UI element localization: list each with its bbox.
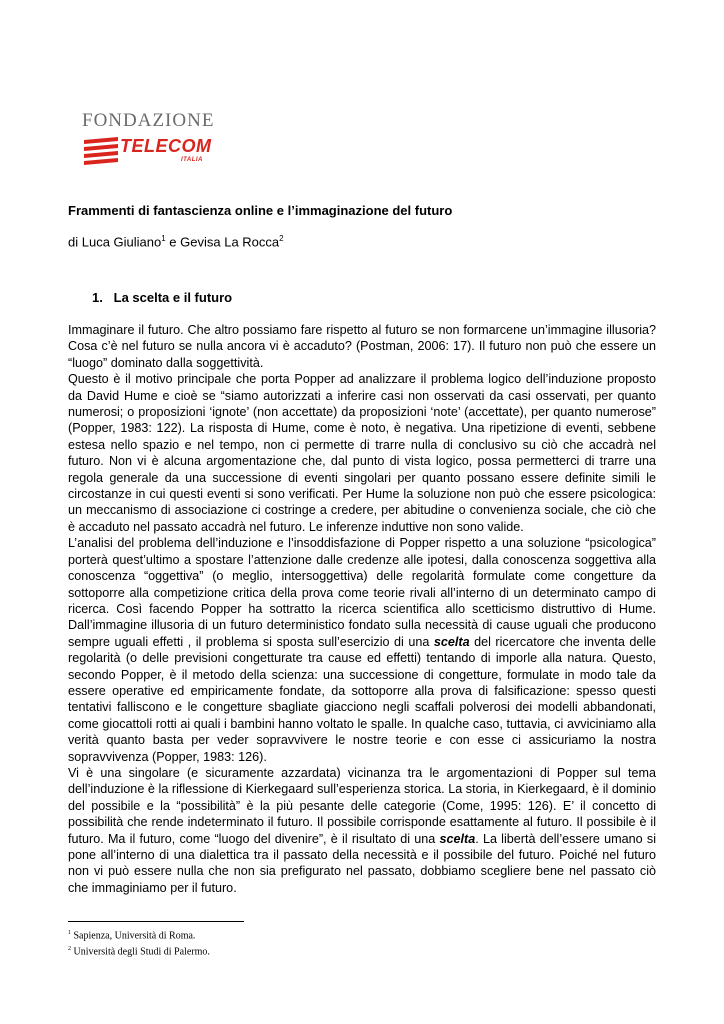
paragraph-text: Vi è una singolare (e sicuramente azzardata) vicinanza tra le argomentazioni di Popper sul tema dell’induzione è la riflessione di Kierkegaard sull’esperienza storica. La storia, in Kierkegaard, è il dominio del possibile e la “possibilità” è la più pesante delle categorie (Come, 1995: 126). E’ il concetto di possibilità che rende indeterminato il futuro. Il possibile corrisponde esattamente al futuro. Il possibile è il futuro. Ma il futuro, come “luogo del divenire”, è il risultato di una: [68, 765, 656, 846]
logo-brand: TELECOM: [120, 136, 212, 156]
footnote-text: Sapienza, Università di Roma.: [71, 930, 196, 942]
footnote-1: [68, 927, 210, 943]
footnote-ref-2[interactable]: 2: [279, 234, 284, 243]
fondazione-telecom-logo: [82, 110, 215, 168]
author-2: e Gevisa La Rocca: [165, 234, 280, 250]
footnote-ref-1[interactable]: 1: [161, 234, 166, 243]
paragraph-text: L’analisi del problema dell’induzione e l’insoddisfazione di Popper rispetto a una soluzione “psicologica” porterà quest’ultimo a spostare l’attenzione dalle credenze alle ipotesi, dalla conoscenza soggettiva alla conoscenza “oggettiva” (o meglio, intersoggettiva) delle regolarità formulate come congetture da sottoporre alla competizione critica della prova come teorie rivali all’interno di un determinato campo di ricerca. Così facendo Popper ha sottratto la ricerca scientifica allo scetticismo distruttivo di Hume. Dall’immagine illusoria di un futuro deterministico fondato sulla necessità di cause uguali che producono sempre uguali effetti , il problema si sposta sull’esercizio di una: [68, 536, 656, 649]
emphasis: scelta: [433, 634, 470, 649]
author-1: di Luca Giuliano: [68, 234, 162, 250]
paragraph: [68, 765, 656, 896]
footnote-mark: 2: [68, 945, 71, 952]
body-text: [68, 322, 656, 896]
paragraph: [68, 535, 656, 765]
paragraph: Immaginare il futuro. Che altro possiamo fare rispetto al futuro se non formarcene un’immagine illusoria? Cosa c’è nel futuro se nulla ancora vi è accaduto? (Postman, 2006: 17). Il futuro non può che essere un “luogo” dominato dalla soggettività.: [68, 323, 656, 370]
authors-line: [68, 234, 284, 249]
paragraph-text: . La libertà dell’essere umano si pone all’interno di una dialettica tra il passato della necessità e il possibile del futuro. Poiché nel futuro non vi può essere nulla che non sia prefigurato nel passato, dobbiamo scegliere bene nel passato ciò che immaginiamo per il futuro.: [68, 831, 656, 895]
footnote-divider: [68, 921, 244, 922]
footnote-text: Università degli Studi di Palermo.: [71, 946, 210, 958]
section-heading: [92, 290, 232, 305]
paragraph-text: del ricercatore che inventa delle regolarità (o delle previsioni congetturate tra cause ed effetti) tentando di imporle alla natura. Questo, secondo Popper, è il metodo della scienza: una successione di congetture, formulate in modo tale da essere operative ed empiricamente fondate, da sottoporre alla prova di falsificazione: spesso questi tentativi falliscono e le congetture sbagliate giacciono negli scaffali polverosi dei modelli abbandonati, come giocattoli rotti ai quali i bambini hanno voltato le spalle. In qualche caso, tuttavia, ci avviciniamo alla verità quanto basta per veder sopravvivere le nostre teorie e con esse ci assicuriamo la nostra sopravvivenza (Popper, 1983: 126).: [68, 634, 656, 764]
section-number: 1.: [92, 290, 103, 305]
logo-subtitle: ITALIA: [181, 157, 203, 163]
paragraph: Questo è il motivo principale che porta Popper ad analizzare il problema logico dell’induzione proposto da David Hume e cioè se “siamo autorizzati a inferire casi non osservati da casi osservati, per quanto numerosi; o proposizioni ‘ignote’ (non accettate) da proposizioni ‘note’ (accettate), per quanto numerose” (Popper, 1983: 122). La risposta di Hume, come è noto, è negativa. Una ripetizione di eventi, sebbene estesa nello spazio e nel tempo, non ci permette di trarre nulla di conclusivo su ciò che accadrà nel futuro. Non vi è alcuna argomentazione che, dal punto di vista logico, possa permetterci di trarre una regola generale da una successione di eventi singolari per quanto possano essere definite simili le circostanze in cui questi eventi si sono verificati. Per Hume la soluzione non può che essere psicologica: un meccanismo di associazione ci costringe a credere, per abitudine o convenienza sociale, che ciò che è accaduto nel passato accadrà nel futuro. Le inferenze induttive non sono valide.: [68, 372, 656, 534]
paper-title: Frammenti di fantascienza online e l’immaginazione del futuro: [68, 203, 453, 218]
footnote-2: [68, 943, 210, 959]
emphasis: scelta: [439, 831, 476, 846]
footnote-mark: 1: [68, 930, 71, 936]
footnotes: [68, 927, 210, 959]
logo-wordmark: FONDAZIONE: [82, 110, 215, 131]
section-title: La scelta e il futuro: [113, 290, 233, 305]
